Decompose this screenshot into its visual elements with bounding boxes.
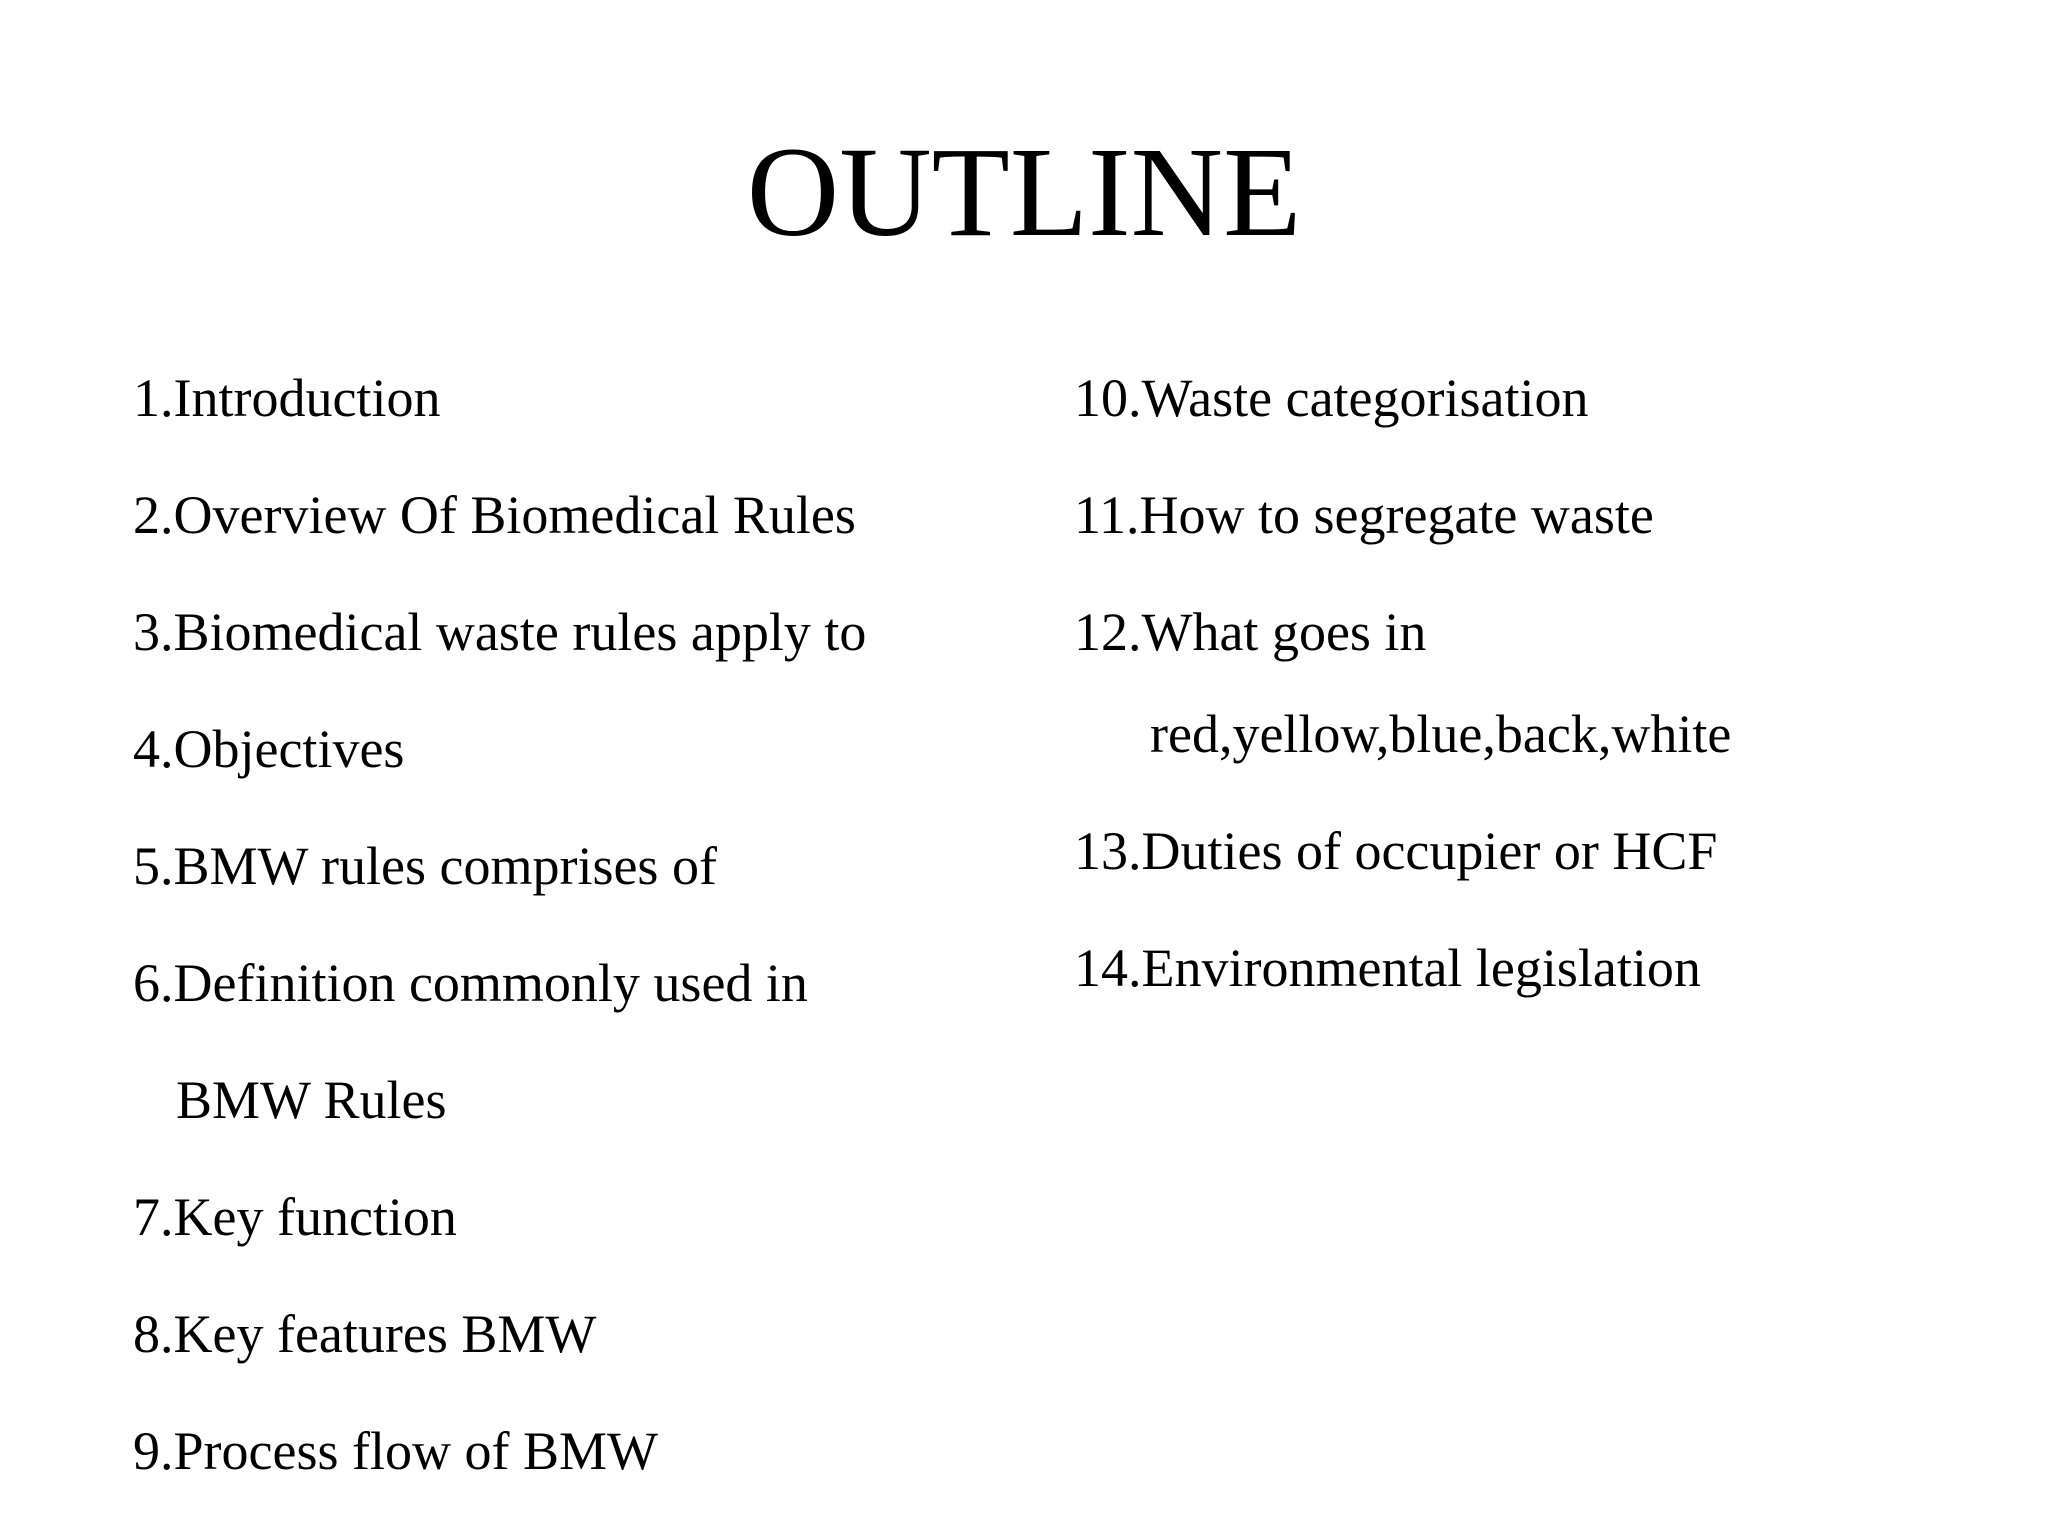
outline-item-rules-comprise: 5.BMW rules comprises of (133, 836, 717, 896)
outline-item-waste-categorisation: 10.Waste categorisation (1074, 368, 1589, 428)
outline-item-definitions: 6.Definition commonly used in (133, 953, 808, 1013)
outline-item-segregate-waste: 11.How to segregate waste (1074, 485, 1654, 545)
outline-item-rules-apply-to: 3.Biomedical waste rules apply to (133, 602, 867, 662)
outline-item-introduction: 1.Introduction (133, 368, 441, 428)
outline-item-what-goes-in-continued: red,yellow,blue,back,white (1150, 704, 1732, 764)
outline-item-overview: 2.Overview Of Biomedical Rules (133, 485, 856, 545)
outline-right-column (1074, 340, 1974, 1027)
outline-item-process-flow: 9.Process flow of BMW (133, 1421, 658, 1481)
outline-item-what-goes-in: 12.What goes in (1074, 602, 1427, 662)
slide-title: OUTLINE (746, 121, 1302, 263)
outline-item-environmental-legislation: 14.Environmental legislation (1074, 938, 1701, 998)
outline-item-key-features: 8.Key features BMW (133, 1304, 597, 1364)
outline-item-duties: 13.Duties of occupier or HCF (1074, 821, 1718, 881)
outline-item-objectives: 4.Objectives (133, 719, 405, 779)
outline-item-key-function: 7.Key function (133, 1187, 457, 1247)
outline-item-definitions-continued: BMW Rules (176, 1070, 447, 1130)
outline-left-column (133, 340, 1013, 1510)
